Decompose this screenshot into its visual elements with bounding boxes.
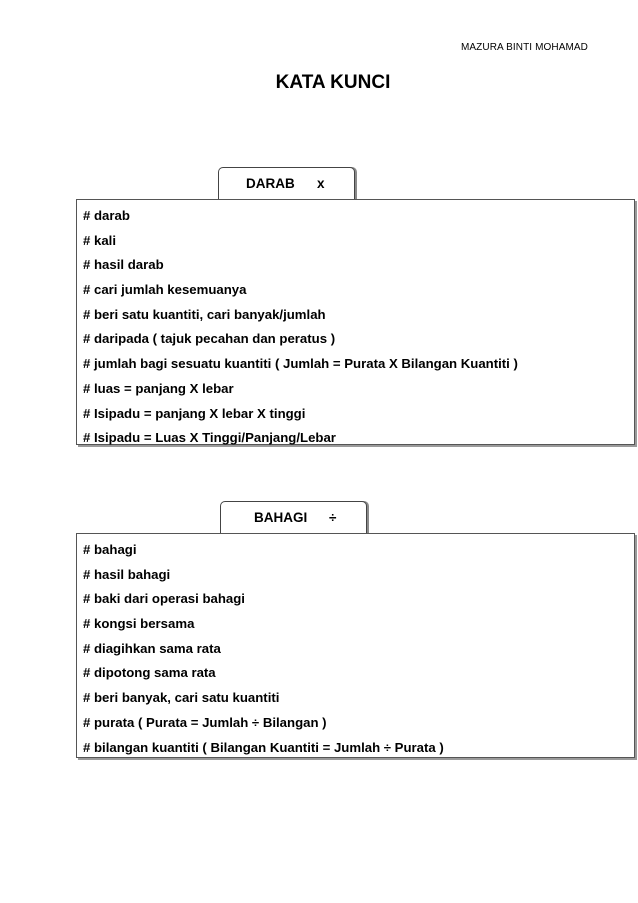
tab-darab bbox=[218, 167, 355, 199]
tab-bahagi bbox=[220, 501, 367, 533]
list-item: # kali bbox=[83, 232, 116, 248]
list-item: # bahagi bbox=[83, 542, 137, 557]
page-title: KATA KUNCI bbox=[275, 72, 391, 93]
list-item: # baki dari operasi bahagi bbox=[83, 591, 245, 607]
list-item: # cari jumlah kesemuanya bbox=[83, 282, 247, 298]
list-item: # diagihkan sama rata bbox=[83, 640, 221, 656]
list-item: # dipotong sama rata bbox=[83, 665, 216, 681]
list-item: # bilangan kuantiti ( Bilangan Kuantiti = Jumlah ÷ Purata ) bbox=[83, 739, 444, 755]
list-item: # darab bbox=[83, 208, 130, 223]
darab-keyword-box bbox=[76, 199, 635, 445]
author-name: MAZURA BINTI MOHAMAD bbox=[460, 42, 588, 53]
list-item: # kongsi bersama bbox=[83, 616, 195, 632]
list-item: # beri satu kuantiti, cari banyak/jumlah bbox=[83, 306, 326, 322]
list-item: # hasil darab bbox=[83, 257, 164, 273]
list-item: # Isipadu = panjang X lebar X tinggi bbox=[83, 405, 306, 421]
list-item: # jumlah bagi sesuatu kuantiti ( Jumlah = Purata X Bilangan Kuantiti ) bbox=[83, 356, 518, 372]
tab-bahagi-label: BAHAGI bbox=[254, 510, 308, 525]
tab-darab-label: DARAB bbox=[246, 176, 295, 191]
list-item: # hasil bahagi bbox=[83, 566, 171, 582]
list-item: # purata ( Purata = Jumlah ÷ Bilangan ) bbox=[83, 714, 327, 730]
list-item: # beri banyak, cari satu kuantiti bbox=[83, 690, 280, 706]
multiply-symbol: x bbox=[317, 176, 325, 191]
divide-symbol: ÷ bbox=[329, 510, 337, 525]
bahagi-keyword-box bbox=[76, 533, 635, 758]
list-item: # luas = panjang X lebar bbox=[83, 380, 234, 396]
list-item: # daripada ( tajuk pecahan dan peratus ) bbox=[83, 331, 336, 347]
list-item: # Isipadu = Luas X Tinggi/Panjang/Lebar bbox=[83, 430, 336, 446]
